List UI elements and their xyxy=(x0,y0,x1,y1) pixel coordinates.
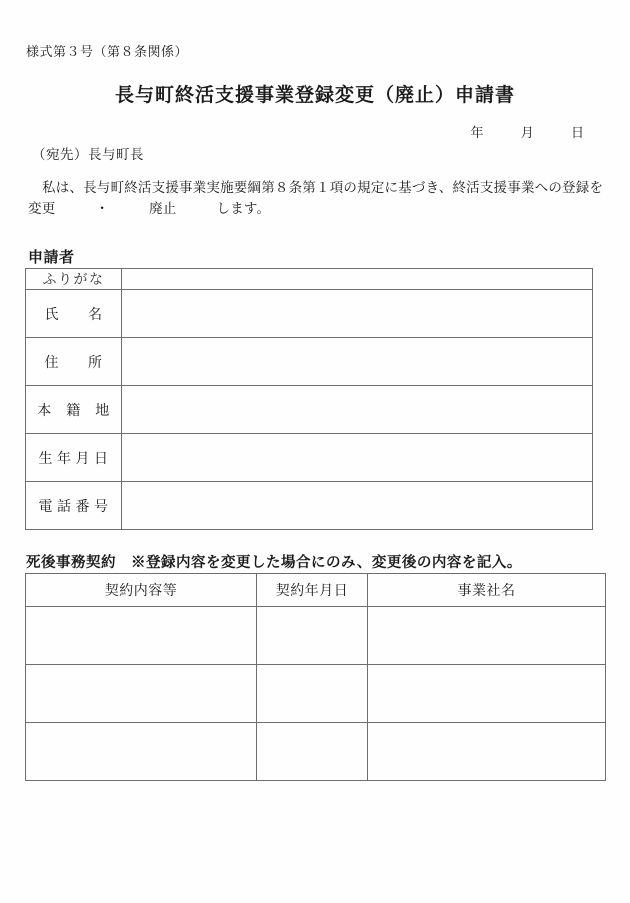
applicant-label-birthdate: 生 年 月 日 xyxy=(26,434,122,482)
registration-choice-line xyxy=(28,199,608,220)
choice-change[interactable]: 変更 xyxy=(28,200,56,216)
form-number: 様式第３号（第８条関係） xyxy=(26,44,189,59)
contract-table xyxy=(25,573,606,781)
contract-date-cell[interactable] xyxy=(257,723,368,781)
contract-details-cell[interactable] xyxy=(26,607,257,665)
applicant-value-furigana[interactable] xyxy=(122,269,593,290)
applicant-value-domicile[interactable] xyxy=(122,386,593,434)
page-title: 長与町終活支援事業登録変更（廃止）申請書 xyxy=(114,85,515,106)
body-paragraph: 私は、長与町終活支援事業実施要綱第８条第１項の規定に基づき、終活支援事業への登録を xyxy=(42,180,604,195)
contract-company-cell[interactable] xyxy=(368,665,606,723)
applicant-value-birthdate[interactable] xyxy=(122,434,593,482)
contract-company-cell[interactable] xyxy=(368,723,606,781)
contract-column-date: 契約年月日 xyxy=(257,574,368,607)
contract-section-heading: 死後事務契約 ※登録内容を変更した場合にのみ、変更後の内容を記入。 xyxy=(26,555,522,571)
contract-company-cell[interactable] xyxy=(368,607,606,665)
table-row xyxy=(26,338,593,386)
applicant-value-phone[interactable] xyxy=(122,482,593,530)
addressee: （宛先）長与町長 xyxy=(32,147,144,162)
choice-separator: ・ xyxy=(95,200,110,216)
contract-details-cell[interactable] xyxy=(26,665,257,723)
applicant-label-phone: 電 話 番 号 xyxy=(26,482,122,530)
table-row xyxy=(26,723,606,781)
table-row xyxy=(26,434,593,482)
contract-column-company: 事業社名 xyxy=(368,574,606,607)
date-line xyxy=(470,122,584,141)
body-text xyxy=(28,178,608,220)
contract-details-cell[interactable] xyxy=(26,723,257,781)
applicant-value-name[interactable] xyxy=(122,290,593,338)
date-day-label: 日 xyxy=(570,125,584,140)
table-row xyxy=(26,607,606,665)
contract-date-cell[interactable] xyxy=(257,607,368,665)
contract-date-cell[interactable] xyxy=(257,665,368,723)
table-row xyxy=(26,665,606,723)
applicant-section-heading: 申請者 xyxy=(28,250,75,266)
applicant-value-address[interactable] xyxy=(122,338,593,386)
applicant-table xyxy=(25,268,593,530)
table-row xyxy=(26,290,593,338)
choice-abolish[interactable]: 廃止 xyxy=(149,200,177,216)
date-year-label: 年 xyxy=(470,125,484,140)
table-row xyxy=(26,269,593,290)
applicant-label-domicile: 本 籍 地 xyxy=(26,386,122,434)
table-row xyxy=(26,386,593,434)
applicant-label-furigana: ふりがな xyxy=(26,269,122,290)
applicant-label-name: 氏 名 xyxy=(26,290,122,338)
date-month-label: 月 xyxy=(520,125,534,140)
table-row xyxy=(26,482,593,530)
contract-column-details: 契約内容等 xyxy=(26,574,257,607)
applicant-label-address: 住 所 xyxy=(26,338,122,386)
choice-suffix: します。 xyxy=(216,200,271,216)
table-header-row xyxy=(26,574,606,607)
